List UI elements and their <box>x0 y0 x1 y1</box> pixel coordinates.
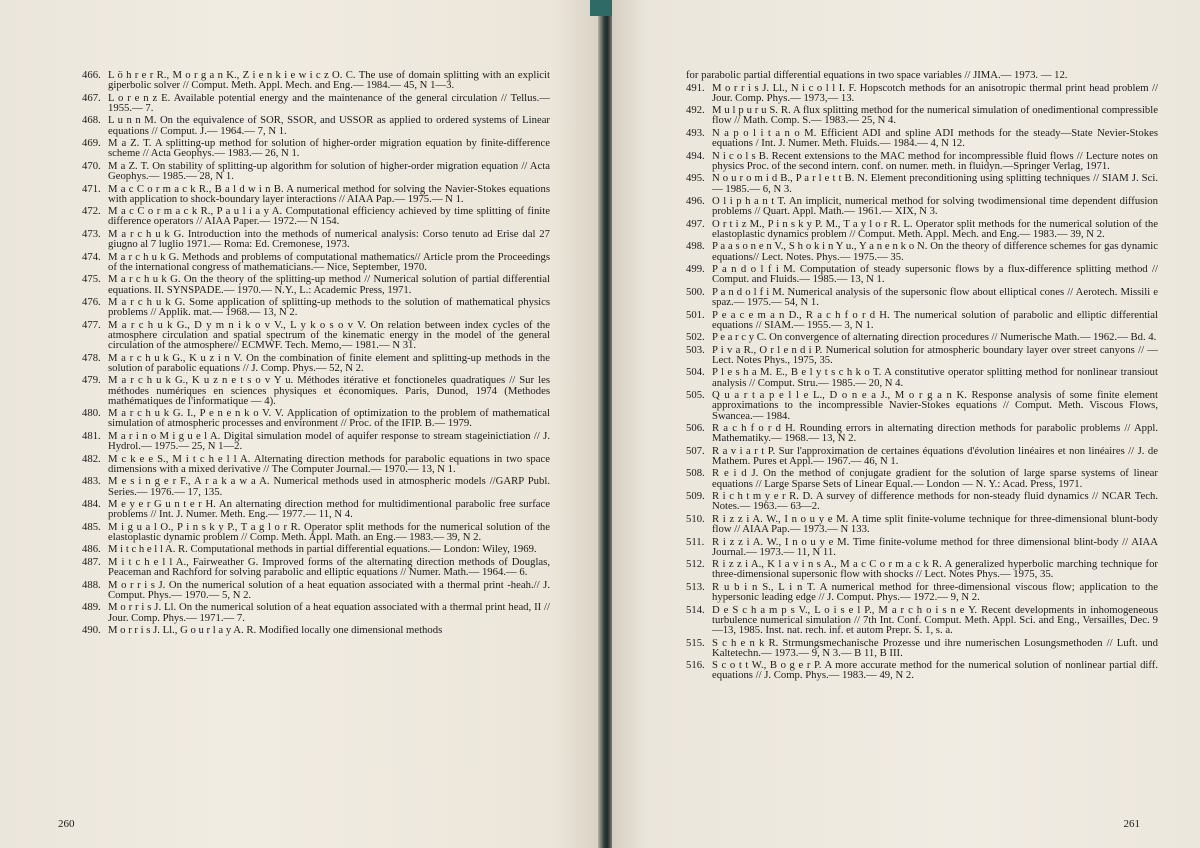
reference-text: D e S c h a m p s V., L o i s e l P., M a r c h o i s n e Y. Recent developments in inhomogeneous turbulence numerical simulation // 7th Int. Conf. Comput. Meth. Appl. Sci. and Eng., Versailles, Dec. 9—13, 1985. Inst. nat. rech. inf. et autom Prepr. S. 1, s. a. <box>712 603 1158 637</box>
reference-text: M o r r i s J. Ll. On the numerical solution of a heat equation associated with a thermal print head, II // Jour. Comp. Phys.— 1971.— 7. <box>108 601 550 624</box>
reference-entry <box>82 353 550 373</box>
right-reference-list <box>686 70 1158 683</box>
reference-entry <box>82 252 550 272</box>
reference-text: R i c h t m y e r R. D. A survey of difference methods for non-steady fluid dynamics // NCAR Tech. Notes.— 1963.— 63—2. <box>712 490 1158 513</box>
reference-text: R i z z i A. W., I n o u y e M. Time finite-volume method for three dimensional blint-body // AIAA Journal.— 1973.— 11, N 11. <box>712 535 1158 558</box>
reference-entry <box>686 287 1158 307</box>
reference-number: 497. <box>686 217 705 230</box>
reference-text: P a n d o l f i M. Computation of steady supersonic flows by a flux-difference splitting method // Comput. and Fluids.— 1985.— 13, N 1. <box>712 263 1158 286</box>
reference-entry <box>82 115 550 135</box>
left-reference-list <box>82 70 550 638</box>
reference-text: M i t c h e l l A. R. Computational methods in partial differential equations.— London: Wiley, 1969. <box>108 543 537 556</box>
reference-entry <box>82 580 550 600</box>
reference-entry <box>686 332 1158 342</box>
reference-number: 481. <box>82 429 101 442</box>
reference-text: R u b i n S., L i n T. A numerical method for three-dimensional viscous flow; application to the hypersonic leading edge // J. Comput. Phys.— 1972.— 9, N 2. <box>712 580 1158 604</box>
reference-number: 502. <box>686 331 705 344</box>
reference-text: P e a r c y C. On convergence of alternating direction procedures // Numerische Math.— 1962.— Bd. 4. <box>712 331 1157 344</box>
reference-entry <box>82 206 550 226</box>
reference-entry <box>82 274 550 294</box>
reference-entry <box>686 468 1158 488</box>
reference-number: 494. <box>686 149 705 162</box>
reference-text: M a r c h u k G., K u z n e t s o v Y u. Méthodes itérative et fonctioneles quadratiques // Sur les méthodes numériques en sciences physiques et économiques. Paris, Dunod, 1974 (Methodes mathématiques de l'informatique — 4). <box>108 374 550 407</box>
reference-continuation: for parabolic partial differential equations in two space variables // JIMA.— 1973. — 12. <box>686 69 1068 81</box>
reference-number: 492. <box>686 104 705 117</box>
reference-number: 483. <box>82 475 101 488</box>
reference-text: Q u a r t a p e l l e L., D o n e a J., M o r g a n K. Response analysis of some finite element approximations to the incompressible Navier-Stokes equations // Comput. Meth. Viscous Flows, Swancea.— 1984. <box>712 389 1158 422</box>
reference-text: P a a s o n e n V., S h o k i n Y u., Y a n e n k o N. On the theory of difference schemes for gas dynamic equations// Lect. Notes. Phys.— 1975.— 35. <box>712 240 1158 263</box>
reference-entry <box>686 151 1158 171</box>
reference-text: M a r c h u k G. On the theory of the splitting-up method // Numerical solution of partial differential equations. II. SYNSPADE.— 1970.— N.Y., L.: Academic Press, 1971. <box>108 273 550 296</box>
reference-entry <box>686 559 1158 579</box>
reference-text: R i z z i A. W., I n o u y e M. A time split finite-volume technique for three-dimensional blunt-body flow // AIAA Pap.— 1973.— N 133. <box>712 512 1158 536</box>
reference-number: 466. <box>82 69 101 81</box>
reference-text: M u l p u r u S. R. A flux splitting method for the numerical simulation of onedimentional compressible flow // Math. Comp. S.— 1983.— 25, N 4. <box>712 104 1158 127</box>
reference-number: 510. <box>686 512 705 525</box>
reference-number: 499. <box>686 263 705 276</box>
reference-entry <box>82 161 550 181</box>
reference-entry <box>82 454 550 474</box>
reference-text: M i t c h e l l A., Fairweather G. Improved forms of the alternating direction methods of Douglas, Peaceman and Rachford for solving parabolic and elliptic equations // Numer. Math.— 1964.— 6. <box>108 555 550 579</box>
reference-text: M a Z. T. On stability of splitting-up algorithm for solution of higher-order migration equation // Acta Geophys.— 1985.— 28, N 1. <box>108 159 550 183</box>
reference-entry <box>82 625 550 635</box>
reference-entry <box>82 476 550 496</box>
reference-text: M a c C o r m a c k R., P a u l i a y A. Computational efficiency achieved by time splitting of finite difference operators // AIAA Paper.— 1972.— N 154. <box>108 205 550 228</box>
reference-entry <box>82 320 550 351</box>
reference-entry <box>82 93 550 113</box>
reference-text: M a c C o r m a c k R., B a l d w i n B. A numerical method for solving the Navier-Stokes equations with application to shock-boundary layer interactions // AIAA Pap.— 1975.— N 1. <box>108 182 550 205</box>
reference-number: 470. <box>82 159 101 172</box>
reference-text: M i g u a l O., P i n s k y P., T a g l o r R. Operator split methods for the numerical solution of the elastoplastic dynamic problem // Comp. Meth. Appl. Math. an Eng.— 1983.— 39, N 2. <box>108 520 550 543</box>
reference-number: 474. <box>82 250 101 263</box>
reference-entry <box>686 83 1158 103</box>
reference-number: 506. <box>686 422 705 435</box>
reference-number: 511. <box>686 535 705 548</box>
reference-entry <box>686 173 1158 193</box>
reference-entry <box>686 367 1158 387</box>
reference-text: S c h e n k R. Strmungsmechanische Prozesse und ihre numerischen Losungsmethoden // Luft. und Kaltetechn.— 1973.— 9, N 3.— B 11, B III. <box>712 636 1158 659</box>
reference-entry <box>686 514 1158 534</box>
reference-text: M a r c h u k G., K u z i n V. On the combination of finite element and splitting-up methods in the solution of parabolic equations // J. Comp. Phys.— 52, N 2. <box>108 351 550 374</box>
reference-number: 508. <box>686 467 705 480</box>
reference-number: 512. <box>686 558 705 571</box>
reference-number: 473. <box>82 227 101 240</box>
reference-number: 505. <box>686 389 705 402</box>
reference-entry <box>82 602 550 622</box>
reference-text: L o r e n z E. Available potential energy and the maintenance of the general circulation // Tellus.— 1955.— 7. <box>108 91 550 114</box>
left-page-number: 260 <box>58 818 75 830</box>
reference-number: 471. <box>82 182 101 195</box>
reference-text: M o r r i s J. On the numerical solution of a heat equation associated with a thermal print -heah.// J. Comput. Phys.— 1970.— 5, N 2. <box>108 578 550 601</box>
reference-text: R a v i a r t P. Sur l'approximation de certaines équations d'évolution linéaires et non linéaires // J. de Mathem. Pures et Appl.— 1967.— 46, N 1. <box>712 444 1158 467</box>
reference-number: 514. <box>686 603 705 616</box>
reference-entry <box>686 491 1158 511</box>
reference-number: 478. <box>82 351 101 364</box>
reference-text: M e s i n g e r F., A r a k a w a A. Numerical methods used in atmospheric models //GARP Publ. Series.— 1976.— 17, 135. <box>108 475 550 498</box>
reference-entry <box>82 544 550 554</box>
reference-number: 485. <box>82 520 101 533</box>
reference-text: N o u r o m i d B., P a r l e t t B. N. Element preconditioning using splitting techniques // SIAM J. Sci.— 1985.— 6, N 3. <box>712 172 1158 195</box>
reference-entry <box>686 105 1158 125</box>
right-page-number: 261 <box>1123 818 1140 830</box>
reference-number: 490. <box>82 624 101 637</box>
reference-entry <box>686 128 1158 148</box>
reference-number: 509. <box>686 490 705 503</box>
reference-entry <box>686 310 1158 330</box>
reference-entry <box>82 229 550 249</box>
reference-text: M a r c h u k G. Introduction into the methods of numerical analysis: Corso tenuto ad Erise dal 27 giugno al 7 luglio 1971.— Roma: Ed. Cremonese, 1973. <box>108 227 550 251</box>
reference-entry <box>686 537 1158 557</box>
reference-number: 472. <box>82 205 101 218</box>
reference-text: M o r r i s J. Ll., N i c o l l I. F. Hopscotch methods for an anisotropic thermal print head problem // Jour. Comp. Phys.— 1973,— 13. <box>712 81 1158 104</box>
reference-entry <box>82 138 550 158</box>
reference-entry <box>686 660 1158 680</box>
reference-entry <box>82 557 550 577</box>
reference-number: 496. <box>686 195 705 208</box>
reference-entry <box>686 390 1158 421</box>
reference-entry <box>686 196 1158 216</box>
reference-number: 491. <box>686 81 705 94</box>
reference-text: R e i d J. On the method of conjugate gradient for the solution of large sparse systems of linear equations // Large Sparse Sets of Linear Equal.— London — N. Y.: Acad. Press, 1971. <box>712 467 1158 490</box>
reference-text: M a Z. T. A splitting-up method for solution of higher-order migration equation by finite-difference scheme // Acta Geophys.— 1983.— 26, N 1. <box>108 137 550 160</box>
right-page <box>612 0 1200 848</box>
reference-number: 495. <box>686 172 705 185</box>
reference-number: 500. <box>686 285 705 298</box>
reference-text: P e a c e m a n D., R a c h f o r d H. The numerical solution of parabolic and elliptic differential equations // SIAM.— 1955.— 3, N 1. <box>712 308 1158 331</box>
reference-entry <box>686 605 1158 636</box>
reference-number: 487. <box>82 555 101 568</box>
reference-text: M a r c h u k G. Methods and problems of computational mathematics// Article prom the Proceedings of the international congress of mathematicians.— Nice, September, 1970. <box>108 250 550 273</box>
reference-number: 480. <box>82 407 101 420</box>
reference-text: P i v a R., O r l e n d i P. Numerical solution for atmospheric boundary layer over street canyons // — Lect. Notes Phys., 1975, 35. <box>712 343 1158 366</box>
reference-text: L u n n M. On the equivalence of SOR, SSOR, and USSOR as applied to ordered systems of Linear equations // Comput. J.— 1964.— 7, N 1. <box>108 114 550 137</box>
reference-number: 468. <box>82 114 101 127</box>
reference-text: M e y e r G u n t e r H. An alternating direction method for multidimentional parabolic free surface problems // Int. J. Numer. Meth. Eng.— 1977.— 11, N 4. <box>108 498 550 521</box>
reference-entry <box>82 499 550 519</box>
reference-number: 467. <box>82 91 101 104</box>
reference-entry <box>686 241 1158 261</box>
reference-entry <box>686 219 1158 239</box>
reference-number: 475. <box>82 273 101 286</box>
reference-number: 493. <box>686 126 705 139</box>
reference-number: 482. <box>82 452 101 465</box>
reference-number: 479. <box>82 374 101 387</box>
reference-entry <box>686 638 1158 658</box>
reference-text: R a c h f o r d H. Rounding errors in alternating direction methods for parabolic problems // Appl. Mathematiky.— 1968.— 13, N 2. <box>712 422 1158 445</box>
reference-entry <box>82 431 550 451</box>
reference-number: 469. <box>82 137 101 150</box>
reference-entry <box>686 264 1158 284</box>
reference-text: M o r r i s J. Ll., G o u r l a y A. R. Modified locally one dimensional methods <box>108 624 443 637</box>
reference-text: M a r i n o M i g u e l A. Digital simulation model of aquifer response to stream stageinictiation // J. Hydrol.— 1975.— 25, N 1—2. <box>108 429 550 453</box>
reference-number: 489. <box>82 601 101 614</box>
reference-text: P a n d o l f i M. Numerical analysis of the supersonic flow about elliptical cones // Aerotech. Missili e spaz.— 1975.— 54, N 1. <box>712 285 1158 309</box>
reference-entry <box>686 423 1158 443</box>
reference-text: M c k e e S., M i t c h e l l A. Alternating direction methods for parabolic equations in two space dimensions with a mixed derivative // The Computer Journal.— 1970.— 13, N 1. <box>108 452 550 475</box>
reference-entry <box>82 522 550 542</box>
reference-text: S c o t t W., B o g e r P. A more accurate method for the numerical solution of nonlinear partial diff. equations // J. Comp. Phys.— 1983.— 49, N 2. <box>712 659 1158 682</box>
reference-number: 515. <box>686 636 705 649</box>
reference-entry <box>82 408 550 428</box>
reference-entry <box>686 582 1158 602</box>
reference-text: R i z z i A., K l a v i n s A., M a c C o r m a c k R. A generalized hyperbolic marching technique for three-dimensional supersonic flow with shocks // Lect. Notes Phys.— 1975, 35. <box>712 558 1158 581</box>
reference-text: M a r c h u k G., D y m n i k o v V., L y k o s o v V. On relation between index cycles of the atmosphere circulation and spatial spectrum of the kinematic energy in the model of the general circulation of the atmosphere// ECMWF. Tech. Memo,— 1981.— N 31. <box>108 318 550 352</box>
reference-entry <box>686 345 1158 365</box>
reference-text: P l e s h a M. E., B e l y t s c h k o T. A constitutive operator splitting method for nonlinear transiout analysis // Comput. Stru.— 1985.— 20, N 4. <box>712 366 1158 389</box>
reference-text: N i c o l s B. Recent extensions to the MAC method for incompressible fluid flows // Lecture notes on physics Proc. of the second intern. conf. on numer. meth. in fluidyn.—Springer Verlag, 1971. <box>712 149 1158 172</box>
reference-number: 484. <box>82 498 101 511</box>
reference-entry <box>82 375 550 406</box>
reference-number: 477. <box>82 318 101 331</box>
reference-entry <box>82 297 550 317</box>
reference-text: M a r c h u k G. Some application of splitting-up methods to the solution of mathematical physics problems // Applik. mat.— 1968.— 13, N 2. <box>108 296 550 319</box>
reference-number: 516. <box>686 659 705 672</box>
reference-text: M a r c h u k G. I., P e n e n k o V. V. Application of optimization to the problem of mathematical simulation of atmospheric processes and environment // Proc. of the IFIP. B.— 1979. <box>108 407 550 430</box>
reference-number: 504. <box>686 366 705 379</box>
reference-text: N a p o l i t a n o M. Efficient ADI and spline ADI methods for the steady—State Nevier-Stokes equations / Int. J. Numer. Meth. Fluids.— 1984.— 4, N 12. <box>712 126 1158 150</box>
reference-number: 513. <box>686 580 705 593</box>
reference-text: O r t i z M., P i n s k y P. M., T a y l o r R. L. Operator split methods for the numerical solution of the elastoplastic dynamics problem // Comput. Meth. Appl. Mech. and Eng.— 1983.— 39, N 2. <box>712 217 1158 240</box>
reference-text: O l i p h a n t T. An implicit, numerical method for solving twodimensional time dependent diffusion problems // Quart. Appl. Math.— 1961.— XIX, N 3. <box>712 195 1158 218</box>
reference-number: 476. <box>82 296 101 309</box>
reference-number: 501. <box>686 308 705 321</box>
reference-number: 488. <box>82 578 101 591</box>
reference-number: 498. <box>686 240 705 253</box>
reference-text: L ö h r e r R., M o r g a n K., Z i e n k i e w i c z O. C. The use of domain splitting with an explicit giperbolic solver // Comput. Meth. Appl. Mech. and Eng.— 1984.— 45, N 1—3. <box>108 69 550 92</box>
reference-entry <box>82 184 550 204</box>
reference-entry <box>82 70 550 90</box>
reference-number: 507. <box>686 444 705 457</box>
reference-number: 486. <box>82 543 101 556</box>
reference-number: 503. <box>686 343 705 356</box>
reference-entry <box>686 446 1158 466</box>
